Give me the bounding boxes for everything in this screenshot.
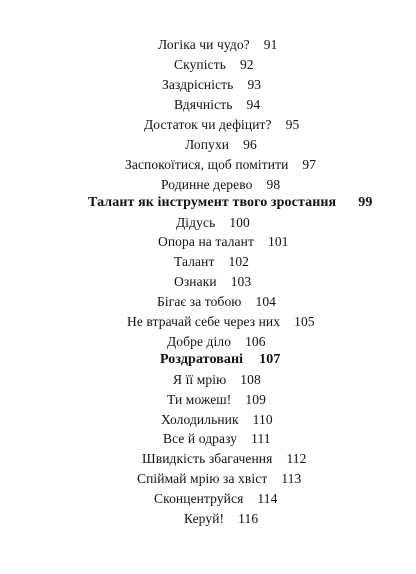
toc-entry-page: 105 bbox=[294, 314, 315, 329]
toc-entry-title: Ознаки bbox=[174, 274, 217, 289]
section-heading bbox=[160, 352, 280, 368]
toc-entry-page: 101 bbox=[267, 234, 289, 249]
section-heading-page: 107 bbox=[259, 352, 281, 367]
toc-entry-page: 102 bbox=[228, 254, 250, 269]
toc-entry-page: 93 bbox=[247, 77, 262, 92]
toc-entry-title: Скупість bbox=[174, 57, 226, 72]
toc-entry bbox=[158, 234, 289, 250]
toc-entry-page: 112 bbox=[286, 451, 307, 466]
toc-entry bbox=[161, 412, 273, 428]
toc-entry-page: 91 bbox=[263, 37, 278, 52]
toc-entry-page: 100 bbox=[229, 215, 250, 230]
toc-entry-title: Я її мрію bbox=[173, 372, 227, 387]
toc-entry-title: Вдячність bbox=[174, 97, 233, 112]
toc-entry bbox=[185, 137, 257, 153]
toc-entry-title: Добре діло bbox=[167, 334, 232, 349]
toc-entry-title: Логіка чи чудо? bbox=[158, 37, 250, 52]
toc-entry-page: 113 bbox=[281, 471, 302, 486]
toc-entry-title: Не втрачай себе через них bbox=[127, 314, 281, 329]
toc-entry-page: 111 bbox=[251, 431, 271, 446]
toc-entry bbox=[167, 392, 266, 408]
toc-entry-title: Бігає за тобою bbox=[157, 294, 242, 309]
toc-entry bbox=[127, 314, 315, 330]
toc-entry-title: Лопухи bbox=[185, 137, 230, 152]
toc-entry-title: Дідусь bbox=[176, 215, 216, 230]
toc-entry bbox=[125, 157, 316, 173]
toc-entry-title: Холодильник bbox=[161, 412, 239, 427]
toc-entry bbox=[157, 294, 276, 310]
toc-entry-page: 96 bbox=[243, 137, 257, 152]
toc-entry-title: Опора на талант bbox=[158, 234, 254, 249]
toc-entry-title: Все й одразу bbox=[163, 431, 238, 446]
toc-entry-title: Швидкість збагачення bbox=[142, 451, 273, 466]
toc-entry bbox=[176, 215, 250, 231]
toc-entry bbox=[173, 372, 261, 388]
toc-entry-page: 92 bbox=[239, 57, 254, 72]
toc-entry-title: Талант bbox=[174, 254, 215, 269]
section-heading-title: Роздратовані bbox=[160, 352, 244, 367]
toc-entry bbox=[174, 254, 249, 270]
toc-entry bbox=[163, 431, 271, 447]
toc-entry-page: 108 bbox=[240, 372, 261, 387]
toc-entry bbox=[158, 37, 277, 53]
toc-entry-page: 114 bbox=[257, 491, 278, 506]
toc-entry bbox=[184, 511, 258, 527]
toc-entry-title: Родинне дерево bbox=[161, 177, 253, 192]
toc-entry-title: Заздрісність bbox=[162, 77, 234, 92]
toc-entry-page: 106 bbox=[245, 334, 266, 349]
section-heading-title: Талант як інструмент твого зростання bbox=[88, 195, 337, 210]
toc-entry-title: Ти можеш! bbox=[167, 392, 232, 407]
toc-entry bbox=[174, 57, 254, 73]
toc-entry-page: 98 bbox=[266, 177, 281, 192]
toc-entry-title: Достаток чи дефіцит? bbox=[144, 117, 272, 132]
toc-entry-page: 95 bbox=[285, 117, 300, 132]
toc-entry-title: Спіймай мрію за хвіст bbox=[137, 471, 268, 486]
toc-entry bbox=[167, 334, 266, 350]
toc-entry bbox=[174, 97, 260, 113]
toc-entry-page: 109 bbox=[245, 392, 266, 407]
toc-entry-page: 116 bbox=[238, 511, 259, 526]
toc-entry-page: 103 bbox=[230, 274, 252, 289]
toc-entry-page: 110 bbox=[252, 412, 273, 427]
toc-entry-page: 104 bbox=[255, 294, 277, 309]
section-heading-page: 99 bbox=[358, 195, 373, 210]
toc-entry bbox=[142, 451, 307, 467]
toc-entry bbox=[154, 491, 277, 507]
toc-entry-title: Сконцентруйся bbox=[154, 491, 244, 506]
toc-entry bbox=[137, 471, 301, 487]
toc-entry bbox=[161, 177, 280, 193]
toc-entry-page: 97 bbox=[302, 157, 317, 172]
toc-entry-page: 94 bbox=[246, 97, 261, 112]
toc-entry bbox=[174, 274, 251, 290]
toc-entry bbox=[144, 117, 299, 133]
section-heading bbox=[88, 195, 372, 211]
toc-entry-title: Заспокоїтися, щоб помітити bbox=[125, 157, 289, 172]
toc-entry bbox=[162, 77, 261, 93]
toc-entry-title: Керуй! bbox=[184, 511, 225, 526]
